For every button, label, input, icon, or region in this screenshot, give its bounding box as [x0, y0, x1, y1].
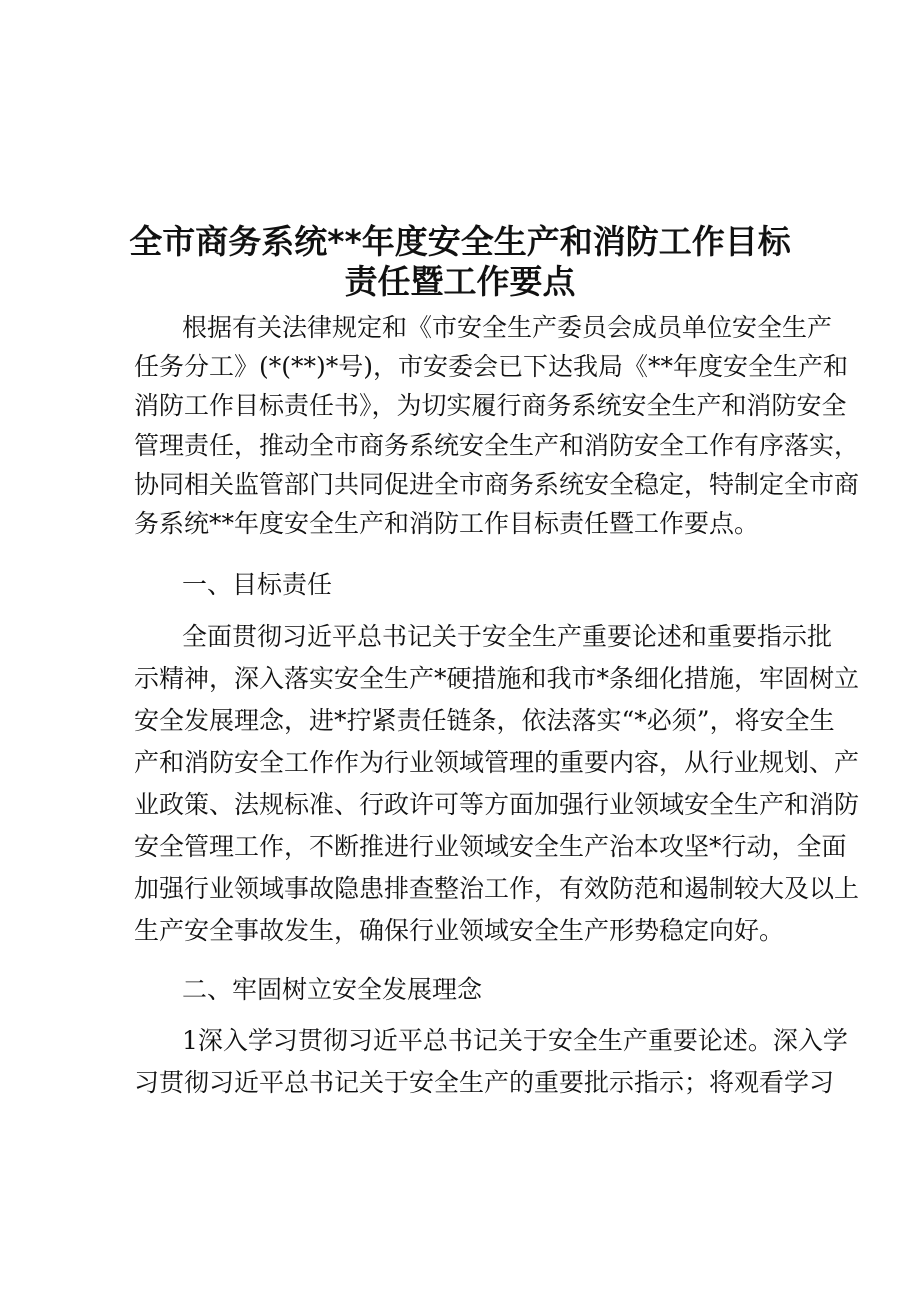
section-heading-safety-development: 二、牢固树立安全发展理念 [182, 975, 483, 1004]
section1-paragraph-line: 安全管理工作，不断推进行业领域安全生产治本攻坚*行动，全面 [134, 832, 847, 861]
intro-paragraph-line: 消防工作目标责任书》，为切实履行商务系统安全生产和消防安全 [134, 391, 847, 420]
section1-paragraph-line: 产和消防安全工作作为行业领域管理的重要内容，从行业规划、产 [134, 748, 860, 777]
intro-paragraph-line: 务系统**年度安全生产和消防工作目标责任暨工作要点。 [134, 509, 760, 538]
section1-paragraph-line: 业政策、法规标准、行政许可等方面加强行业领域安全生产和消防 [134, 790, 860, 819]
section1-paragraph-line: 安全发展理念，进*拧紧责任链条，依法落实“*必须”，将安全生 [134, 706, 835, 735]
section1-paragraph-line: 示精神，深入落实安全生产*硬措施和我市*条细化措施，牢固树立 [134, 664, 860, 693]
section2-paragraph-line: 1深入学习贯彻习近平总书记关于安全生产重要论述。深入学 [182, 1026, 848, 1055]
section1-paragraph-line: 生产安全事故发生，确保行业领域安全生产形势稳定向好。 [134, 916, 785, 945]
intro-paragraph-line: 协同相关监管部门共同促进全市商务系统安全稳定，特制定全市商 [134, 470, 860, 499]
intro-paragraph-line: 管理责任，推动全市商务系统安全生产和消防安全工作有序落实， [134, 431, 860, 460]
document-title-line-1: 全市商务系统**年度安全生产和消防工作目标 [129, 222, 791, 261]
section1-paragraph-line: 全面贯彻习近平总书记关于安全生产重要论述和重要指示批 [182, 622, 833, 651]
intro-paragraph-line: 根据有关法律规定和《市安全生产委员会成员单位安全生产 [182, 313, 833, 342]
section2-paragraph-line: 习贯彻习近平总书记关于安全生产的重要批示指示；将观看学习 [134, 1068, 835, 1097]
section-heading-goal-responsibility: 一、目标责任 [182, 570, 333, 599]
section1-paragraph-line: 加强行业领域事故隐患排查整治工作，有效防范和遏制较大及以上 [134, 874, 860, 903]
document-title-line-2: 责任暨工作要点 [344, 262, 576, 301]
intro-paragraph-line: 任务分工》(*(**)*号)，市安委会已下达我局《**年度安全生产和 [134, 352, 849, 381]
